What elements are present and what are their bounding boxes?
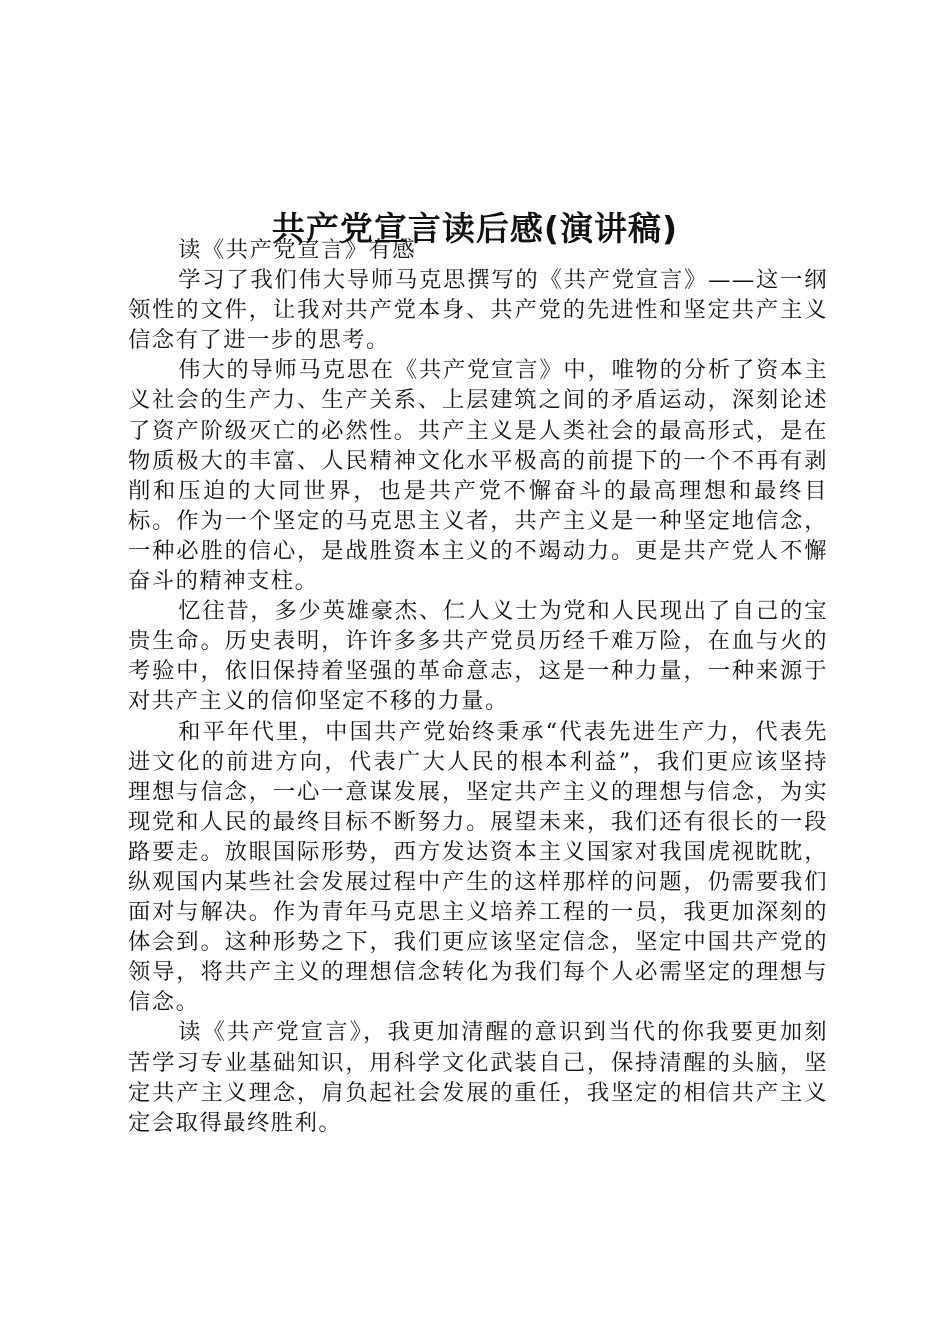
body-paragraph: 学习了我们伟大导师马克思撰写的《共产党宣言》——这一纲领性的文件，让我对共产党本身、共产党的先进性和坚定共产主义信念有了进一步的思考。: [128, 267, 828, 354]
document-body: [128, 235, 828, 1138]
body-paragraph: 伟大的导师马克思在《共产党宣言》中，唯物的分析了资本主义社会的生产力、生产关系、上层建筑之间的矛盾运动，深刻论述了资产阶级灭亡的必然性。共产主义是人类社会的最高形式，是在物质极大的丰富、人民精神文化水平极高的前提下的一个不再有剥削和压迫的大同世界，也是共产党不懈奋斗的最高理想和最终目标。作为一个坚定的马克思主义者，共产主义是一种坚定地信念，一种必胜的信心，是战胜资本主义的不竭动力。更是共产党人不懈奋斗的精神支柱。: [128, 357, 828, 595]
body-paragraph: 和平年代里，中国共产党始终秉承“代表先进生产力，代表先进文化的前进方向，代表广大人民的根本利益”，我们更应该坚持理想与信念，一心一意谋发展，坚定共产主义的理想与信念，为实现党和人民的最终目标不断努力。展望未来，我们还有很长的一段路要走。放眼国际形势，西方发达资本主义国家对我国虎视眈眈，纵观国内某些社会发展过程中产生的这样那样的问题，仍需要我们面对与解决。作为青年马克思主义培养工程的一员，我更加深刻的体会到。这种形势之下，我们更应该坚定信念，坚定中国共产党的领导，将共产主义的理想信念转化为我们每个人必需坚定的理想与信念。: [128, 718, 828, 1016]
body-paragraph: 忆往昔，多少英雄豪杰、仁人义士为党和人民现出了自己的宝贵生命。历史表明，许许多多共产党员历经千难万险，在血与火的考验中，依旧保持着坚强的革命意志，这是一种力量，一种来源于对共产主义的信仰坚定不移的力量。: [128, 598, 828, 715]
document-title: 共产党宣言读后感(演讲稿): [271, 209, 679, 249]
body-paragraph: 读《共产党宣言》，我更加清醒的意识到当代的你我要更加刻苦学习专业基础知识，用科学文化武装自己，保持清醒的头脑，坚定共产主义理念，肩负起社会发展的重任，我坚定的相信共产主义定会取得最终胜利。: [128, 1019, 828, 1136]
subtitle-paragraph: 读《共产党宣言》有感: [178, 237, 417, 263]
